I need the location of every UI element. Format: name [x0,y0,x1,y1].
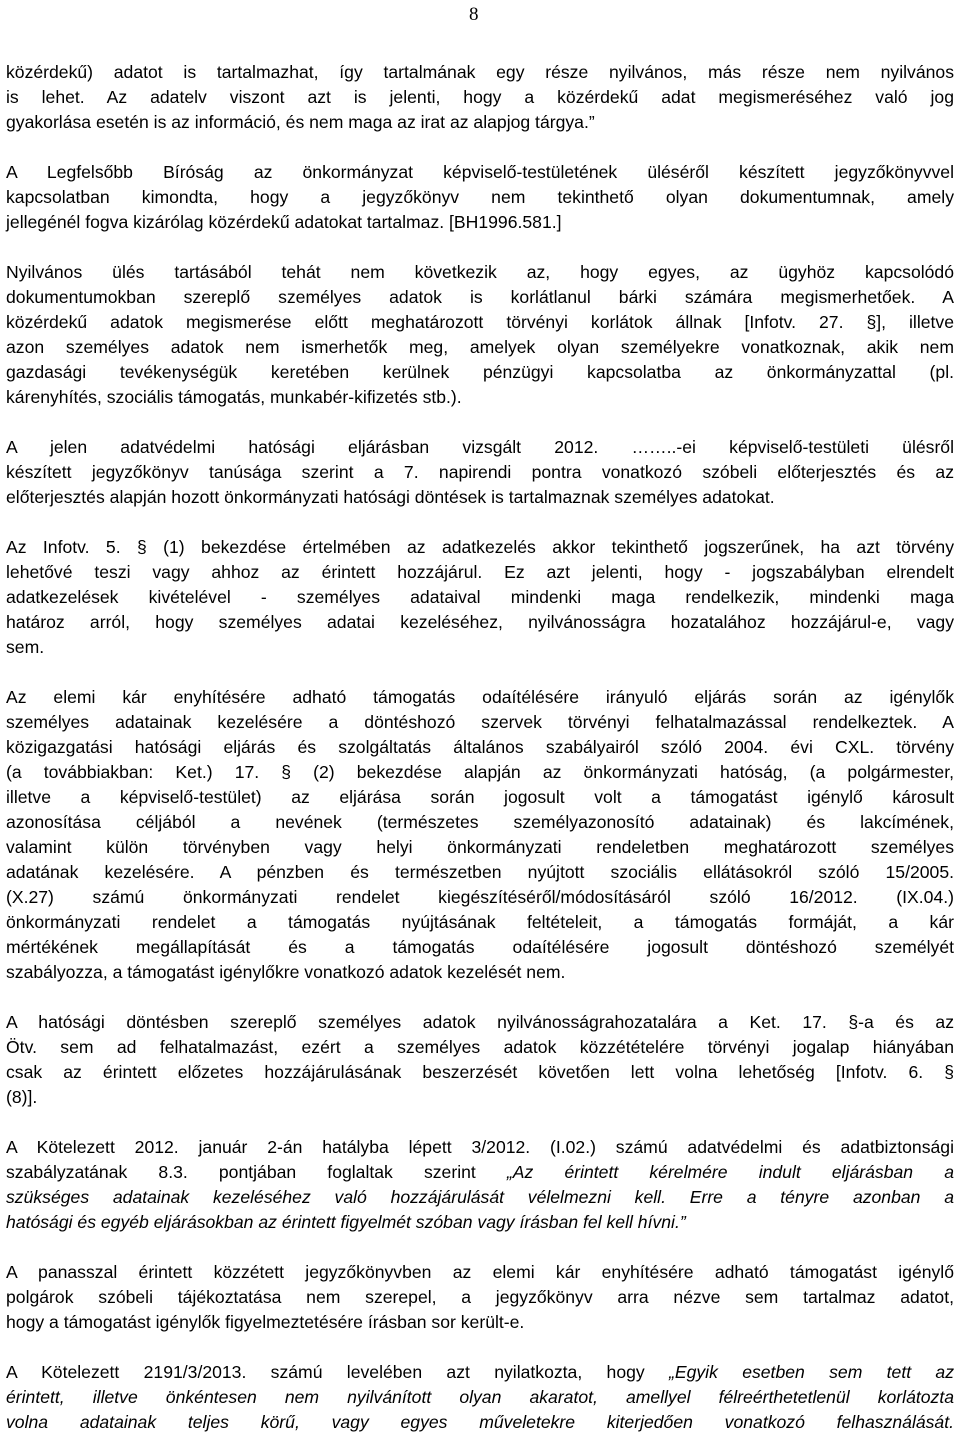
text-line: hogy a támogatást igénylők figyelmeztetésére írásban sor került-e. [6,1312,525,1332]
text-line: önkormányzati rendelet a támogatás nyújtásának feltételeit, a támogatás formáját, a kár [6,912,954,932]
text-line: közérdekű adatok megismerése előtt meghatározott törvényi korlátok állnak [Infotv. 27. §], illetve [6,312,954,332]
quoted-text: érintett, illetve önkéntesen nem nyilvánított olyan akaratot, amellyel félreérthetetlenül korlátozta [6,1387,954,1407]
text-line [6,1185,954,1210]
paragraph [6,1360,954,1435]
text-line: azon személyes adatok nem ismerhetők meg, amelyek olyan személyekre vonatkoznak, akik nem [6,337,954,357]
text-line: közérdekű) adatot is tartalmazhat, így tartalmának egy része nyilvános, más része nem nyilvános [6,62,954,82]
text-line: sem. [6,637,45,657]
text-line: személyes adatainak kezelésére a döntéshozó szervek törvényi felhatalmazással rendelkeztek. A [6,712,954,732]
paragraph [6,160,954,235]
text-line: azonosítása céljából a nevének (természetes személyazonosító adatainak) és lakcímének, [6,812,954,832]
text-line: adatának kezelésére. A pénzben és természetben nyújtott szociális ellátásokról szóló 15/2005. [6,862,954,882]
text-line: lehetővé teszi vagy ahhoz az érintett hozzájárul. Ez azt jelenti, hogy - jogszabályban elrendelt [6,562,954,582]
text-line: Nyilvános ülés tartásából tehát nem következik az, hogy egyes, az ügyhöz kapcsolódó [6,262,954,282]
text-line [6,1210,954,1235]
text-line: Ötv. sem ad felhatalmazást, ezért a személyes adatok közzétételére törvényi jogalap hiányában [6,1037,954,1057]
text-line: kapcsolatban kimondta, hogy a jegyzőkönyv nem tekinthető olyan dokumentumnak, amely [6,187,954,207]
text-line: kárenyhítés, szociális támogatás, munkabér-kifizetés stb.). [6,387,462,407]
text-line: (8)]. [6,1087,38,1107]
text-line: közigazgatási hatósági eljárás és szolgáltatás általános szabályairól szóló 2004. évi CXL. törvény [6,737,954,757]
text-line: szabályozza, a támogatást igénylőkre vonatkozó adatok kezelését nem. [6,962,566,982]
text-line: gazdasági tevékenységük keretében kerülnek pénzügyi kapcsolatba az önkormányzattal (pl. [6,362,954,382]
quoted-text: szükséges adatainak kezeléséhez való hozzájárulását vélelmezni kell. Erre a tényre azonban a [6,1187,954,1207]
text-line: is lehet. Az adatelv viszont azt is jelenti, hogy a közérdekű adat megismeréséhez való jog [6,87,954,107]
text-line: valamint külön törvényben vagy helyi önkormányzati rendeletben meghatározott személyes [6,837,954,857]
text-line: jellegénél fogva kizárólag közérdekű adatokat tartalmaz. [BH1996.581.] [6,212,562,232]
text-line [6,1385,954,1410]
quoted-text: volna adatainak teljes körű, vagy egyes műveletekre kiterjedően vonatkozó felhasználását. [6,1412,954,1432]
page-number: 8 [469,4,479,25]
text-line: (a továbbiakban: Ket.) 17. § (2) bekezdése alapján az önkormányzati hatóság, (a polgármester, [6,762,954,782]
text-line: polgárok szóbeli tájékoztatása nem szerepel, a jegyzőkönyv arra nézve sem tartalmaz adatot, [6,1287,954,1307]
text-line: dokumentumokban szereplő személyes adatok is korlátlanul bárki számára megismerhetőek. A [6,287,954,307]
paragraph [6,685,954,985]
text-line: A hatósági döntésben szereplő személyes adatok nyilvánosságrahozatalára a Ket. 17. §-a és az [6,1012,954,1032]
text-line: illetve a képviselő-testület) az eljárása során jogosult volt a támogatást igénylő károsult [6,787,954,807]
paragraph [6,60,954,135]
text-line: mértékének megállapítását és a támogatás odaítélésére jogosult döntéshozó személyét [6,937,954,957]
paragraph [6,1260,954,1335]
document-body [6,60,954,1435]
text-line: A panasszal érintett közzétett jegyzőkönyvben az elemi kár enyhítésére adható támogatást igénylő [6,1262,954,1282]
text-line: (X.27) számú önkormányzati rendelet kiegészítéséről/módosításáról szóló 16/2012. (IX.04.) [6,887,954,907]
quoted-text: „Az érintett kérelmére indult eljárásban a [506,1162,954,1182]
text-line: készített jegyzőkönyv tanúsága szerint a 7. napirendi pontra vonatkozó szóbeli előterjesztés és az [6,462,954,482]
text-line: Az Infotv. 5. § (1) bekezdése értelmében az adatkezelés akkor tekinthető jogszerűnek, ha azt törvény [6,537,954,557]
text-line: határoz arról, hogy személyes adatai kezeléséhez, nyilvánosságra hozatalához hozzájárul-e, vagy [6,612,954,632]
paragraph [6,1135,954,1235]
quoted-text: „Egyik esetben sem tett az [669,1362,954,1382]
paragraph [6,435,954,510]
text-line: A Legfelsőbb Bíróság az önkormányzat képviselő-testületének üléséről készített jegyzőkönyvvel [6,162,954,182]
quoted-text: hatósági és egyéb eljárásokban az érintett figyelmét szóban vagy írásban fel kell hívni.” [6,1212,686,1232]
paragraph [6,1010,954,1110]
text-line: szabályzatának 8.3. pontjában foglaltak szerint „Az érintett kérelmére indult eljárásban a [6,1162,954,1182]
text-line: A Kötelezett 2191/3/2013. számú levelében azt nyilatkozta, hogy „Egyik esetben sem tett az [6,1362,954,1382]
paragraph [6,260,954,410]
text-line: előterjesztés alapján hozott önkormányzati hatósági döntések is tartalmaznak személyes adatokat. [6,487,775,507]
paragraph [6,535,954,660]
text-line: csak az érintett előzetes hozzájárulásának beszerzését követően lett volna lehetőség [Infotv. 6. § [6,1062,954,1082]
text-line [6,1410,954,1435]
text-line: Az elemi kár enyhítésére adható támogatás odaítélésére irányuló eljárás során az igénylők [6,687,954,707]
text-line: gyakorlása esetén is az információ, és nem maga az irat az alapjog tárgya.” [6,112,595,132]
text-line: adatkezelések kivételével - személyes adataival mindenki maga rendelkezik, mindenki maga [6,587,954,607]
text-line: A jelen adatvédelmi hatósági eljárásban vizsgált 2012. ……..-ei képviselő-testületi ülésről [6,437,954,457]
text-line: A Kötelezett 2012. január 2-án hatályba lépett 3/2012. (I.02.) számú adatvédelmi és adatbiztonsági [6,1137,954,1157]
